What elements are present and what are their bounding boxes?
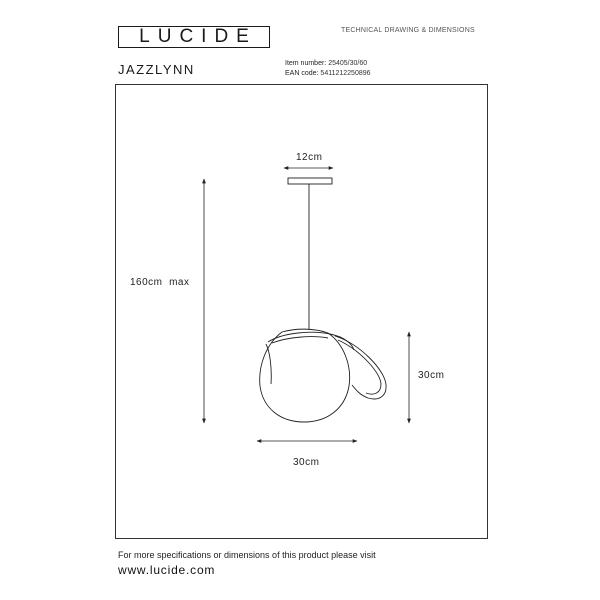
- document-title: TECHNICAL DRAWING & DIMENSIONS: [341, 27, 475, 34]
- lamp-shade: [260, 329, 386, 422]
- brand-logo: LUCIDE: [118, 26, 270, 48]
- item-number-label: Item number:: [285, 60, 327, 67]
- total-height-label: 160cm max: [130, 277, 190, 288]
- item-number-value: 25405/30/60: [328, 60, 368, 67]
- shade-width-label: 30cm: [293, 457, 320, 468]
- product-name: JAZZLYNN: [118, 62, 195, 77]
- canopy-width-label: 12cm: [296, 152, 323, 163]
- footer-note: For more specifications or dimensions of this product please visit: [118, 550, 376, 560]
- canopy: [288, 178, 332, 184]
- ean-value: 5411212250896: [320, 70, 371, 77]
- ean-label: EAN code:: [285, 70, 319, 77]
- shade-height-label: 30cm: [418, 370, 445, 381]
- website-link[interactable]: www.lucide.com: [118, 563, 216, 577]
